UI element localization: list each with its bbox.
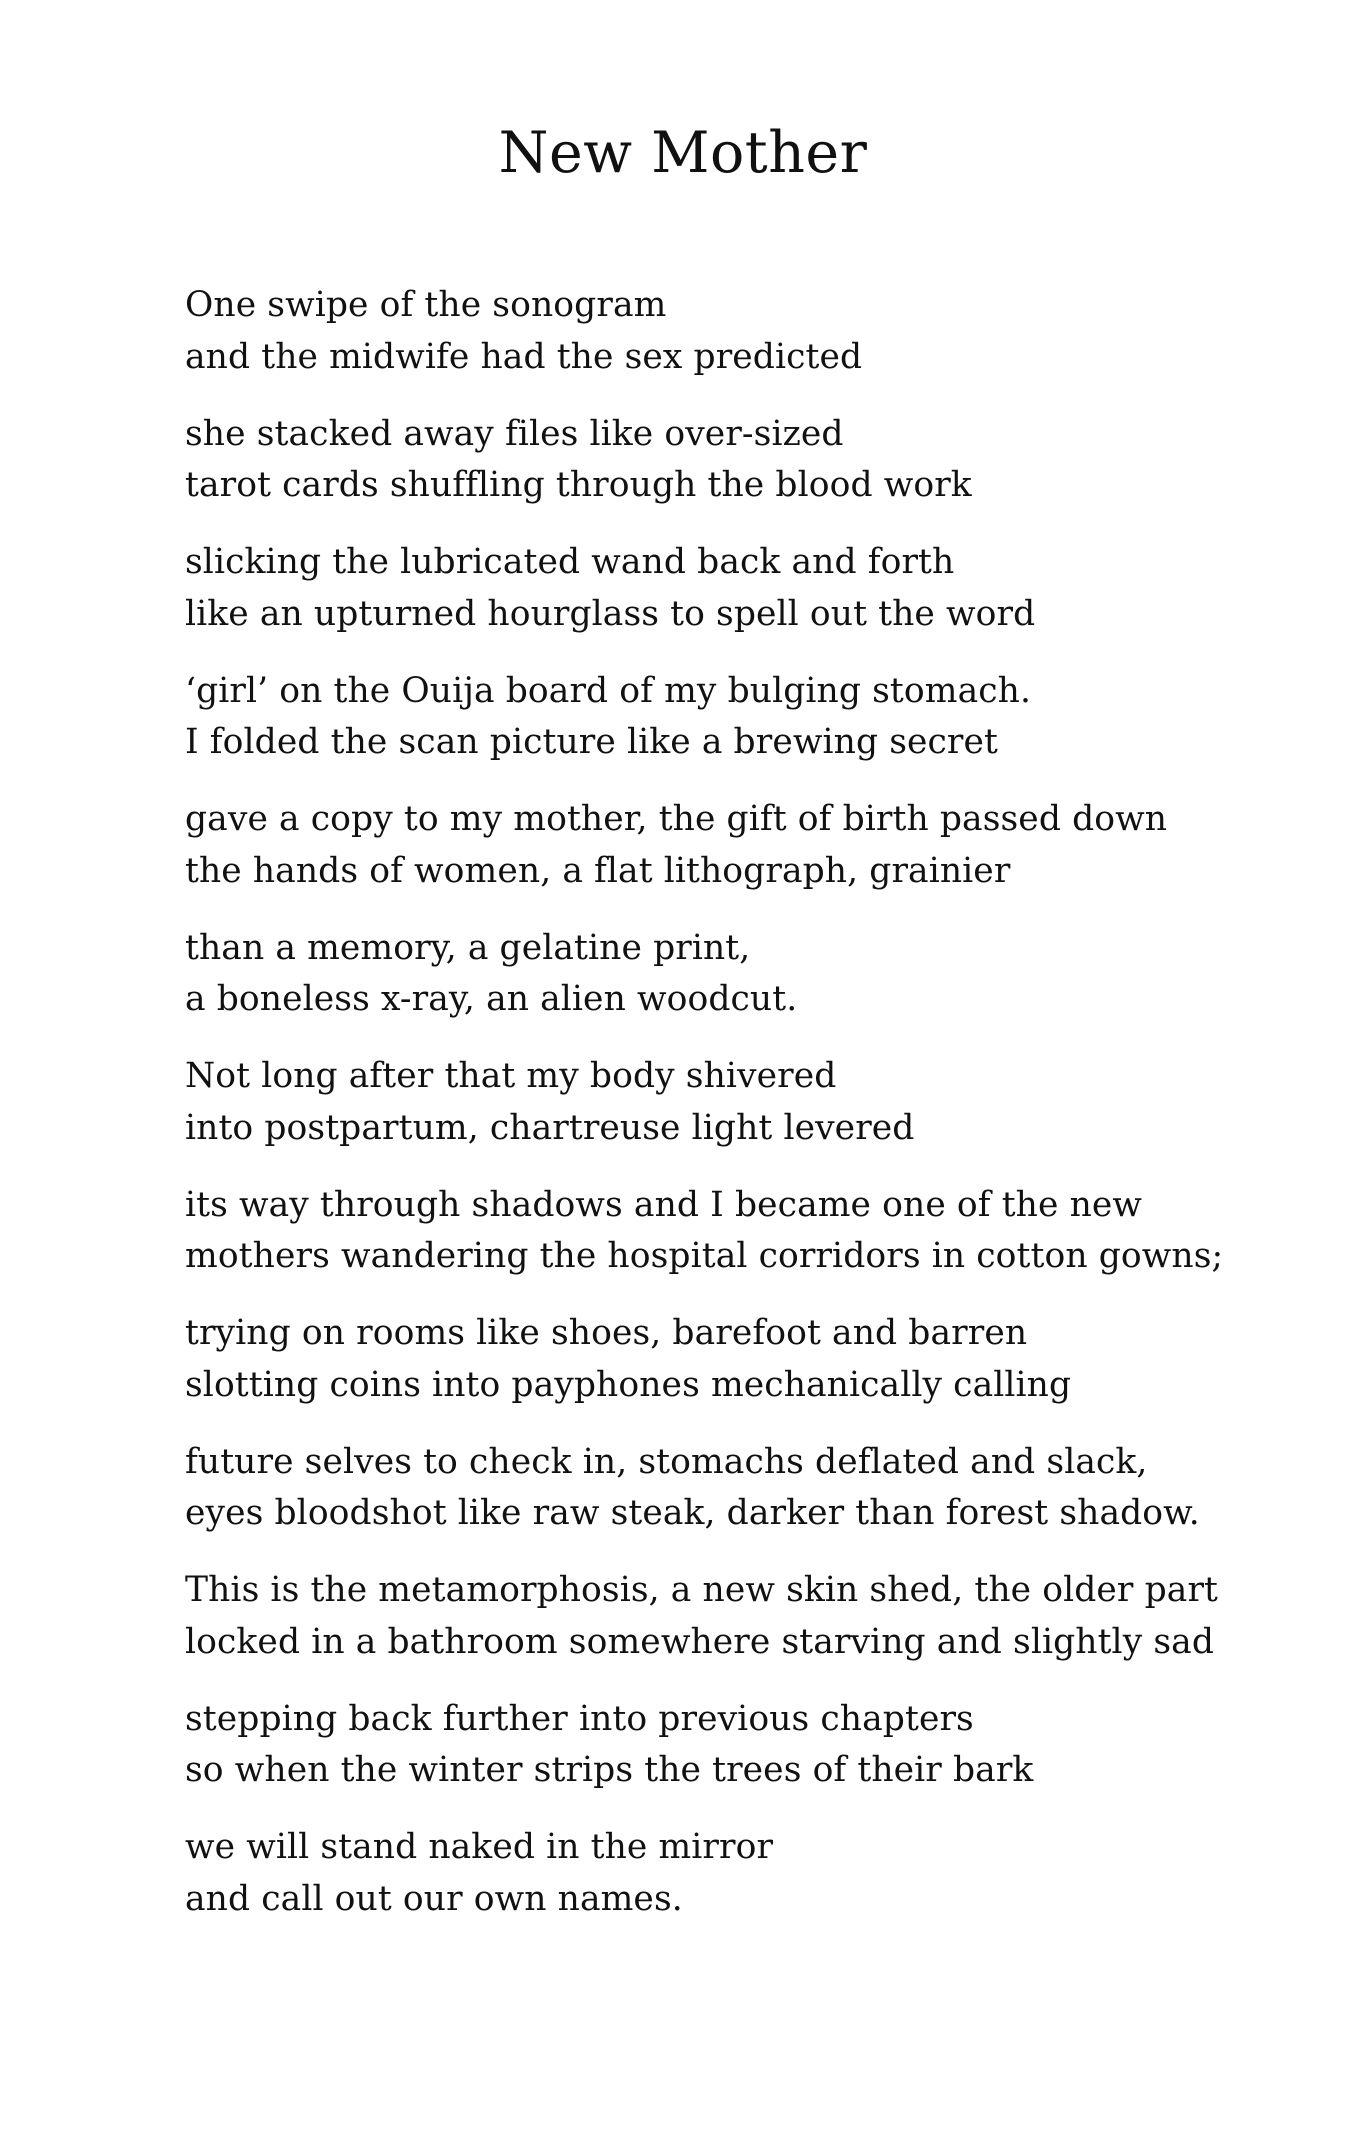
poem-line: into postpartum, chartreuse light levered [185,1107,915,1148]
poem-line: than a memory, a gelatine print, [185,927,751,968]
poem-title: New Mother [498,120,868,186]
poem-line: eyes bloodshot like raw steak, darker than forest shadow. [185,1493,1200,1533]
poem-line: she stacked away files like over-sized [185,413,844,454]
stanza [185,409,1285,512]
poem-line: slicking the lubricated wand back and forth [185,542,955,582]
stanza [185,794,1285,897]
poem-line: mothers wandering the hospital corridors in cotton gowns; [185,1236,1224,1276]
stanza [185,1437,1285,1540]
poem-line: ‘girl’ on the Ouija board of my bulging stomach. [185,670,1032,711]
stanza [185,1180,1285,1283]
stanza [185,1565,1285,1668]
poem-line: like an upturned hourglass to spell out the word [185,593,1036,634]
poem-line: its way through shadows and I became one of the new [185,1184,1143,1225]
stanza [185,280,1285,383]
poem-line: locked in a bathroom somewhere starving and slightly sad [185,1621,1215,1662]
stanza [185,1308,1285,1411]
poem-line: future selves to check in, stomachs deflated and slack, [185,1441,1148,1482]
poem-line: gave a copy to my mother, the gift of birth passed down [185,799,1168,839]
stanza [185,923,1285,1026]
poem-line: Not long after that my body shivered [185,1056,837,1096]
stanza [185,1694,1285,1797]
poem-line: slotting coins into payphones mechanically calling [185,1364,1072,1405]
stanza [185,1822,1285,1925]
poem-line: This is the metamorphosis, a new skin shed, the older part [185,1570,1218,1610]
poem-line: trying on rooms like shoes, barefoot and barren [185,1313,1028,1353]
poem-line: stepping back further into previous chapters [185,1698,974,1739]
stanza [185,666,1285,769]
poem-line: tarot cards shuffling through the blood work [185,465,972,505]
stanza [185,537,1285,640]
poem-line: so when the winter strips the trees of their bark [185,1750,1034,1790]
poem-line: I folded the scan picture like a brewing secret [185,722,999,762]
stanza [185,1051,1285,1154]
poem-body [185,280,1285,1951]
poem-line: a boneless x-ray, an alien woodcut. [185,979,798,1019]
poem-line: and the midwife had the sex predicted [185,336,863,377]
poem-line: we will stand naked in the mirror [185,1827,774,1867]
poem-line: One swipe of the sonogram [185,285,667,325]
poem-line: and call out our own names. [185,1878,683,1919]
poem-line: the hands of women, a flat lithograph, grainier [185,850,1011,891]
